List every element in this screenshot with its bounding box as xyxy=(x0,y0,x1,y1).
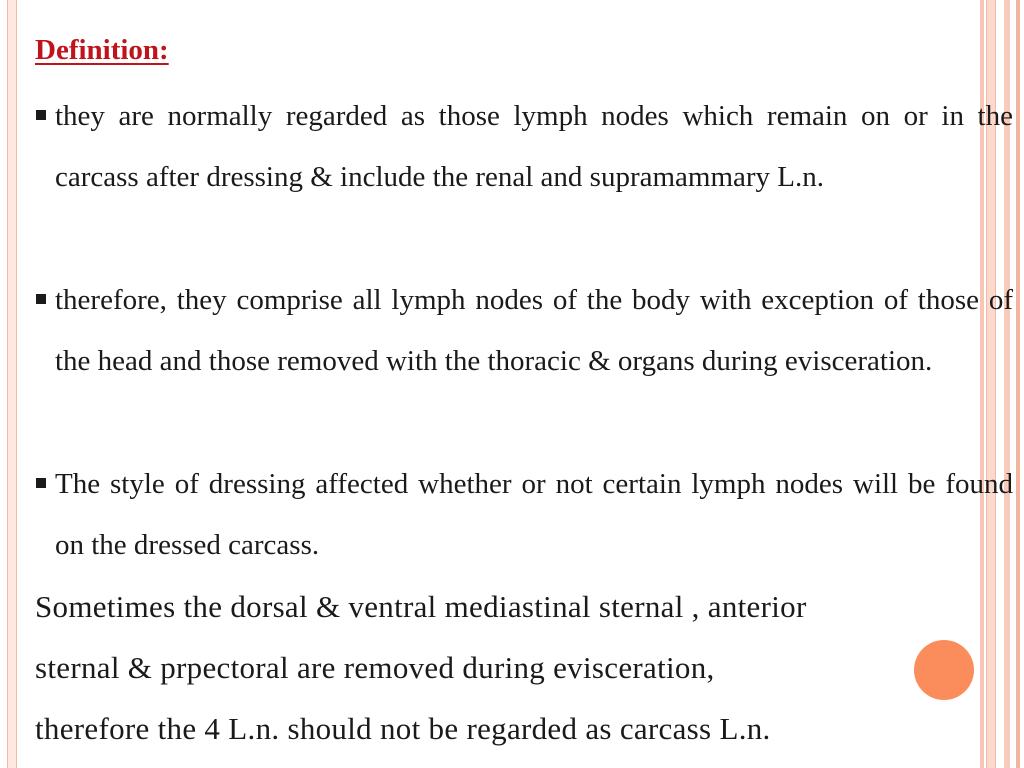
body-paragraph xyxy=(35,576,1015,759)
slide-heading: Definition: xyxy=(35,34,169,66)
bullet-text: therefore, they comprise all lymph nodes of the body with exception of those of the head and those removed with the thoracic & organs during evisceration. xyxy=(55,284,1013,378)
square-bullet-icon xyxy=(36,478,46,488)
bullet-item xyxy=(55,454,1013,577)
paragraph-line: Sometimes the dorsal & ventral mediastinal sternal , anterior xyxy=(35,589,807,624)
bullet-text: they are normally regarded as those lymph nodes which remain on or in the carcass after dressing & include the renal and supramammary L.n. xyxy=(55,100,1013,194)
square-bullet-icon xyxy=(36,110,46,120)
paragraph-line: sternal & prpectoral are removed during evisceration, xyxy=(35,650,715,685)
bullet-text: The style of dressing affected whether or not certain lymph nodes will be found on the dressed carcass. xyxy=(55,468,1013,562)
bullet-item xyxy=(55,270,1013,393)
paragraph-line: therefore the 4 L.n. should not be regarded as carcass L.n. xyxy=(35,711,771,746)
right-frame-stripe xyxy=(1016,0,1020,768)
bullet-item xyxy=(55,86,1013,209)
left-frame-border xyxy=(7,0,17,768)
square-bullet-icon xyxy=(36,294,46,304)
decorative-circle-icon xyxy=(914,640,974,700)
